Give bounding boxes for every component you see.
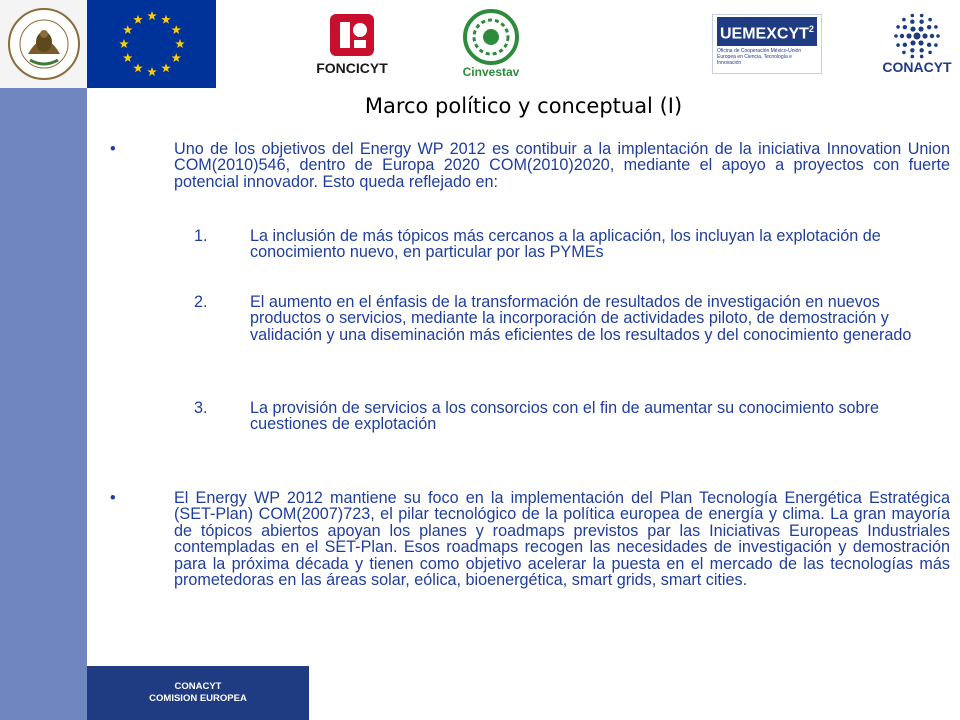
eu-star-icon [161, 15, 171, 24]
foncicyt-logo [304, 0, 400, 88]
list-item-3: La provisión de servicios a los consorcios con el fin de aumentar su conocimiento sobre cuestiones de explotación [250, 399, 879, 434]
conacyt-icon [893, 13, 941, 59]
conacyt-dot [902, 51, 906, 55]
conacyt-dot [896, 43, 900, 47]
conacyt-dot [900, 34, 904, 38]
conacyt-dot [910, 20, 914, 24]
conacyt-dot [934, 25, 938, 29]
item-number: 2. [194, 293, 208, 311]
uemexcyt-subtitle: Oficina de Cooperación México-Unión Europea en Ciencia, Tecnología e Innovación [717, 48, 802, 67]
conacyt-dot [928, 51, 932, 55]
conacyt-dot [902, 18, 906, 22]
uemexcyt-title: UEMEXCYT [720, 25, 809, 43]
bullet-paragraph-1: Uno de los objetivos del Energy WP 2012 es contibuir a la implentación de la iniciativa Innovation Union COM(2010)546, dentro de Europa 2020 COM(2010)2020, mediante el apoyo a proyectos con fuerte potencial innovador. Esto queda reflejado en: [174, 140, 950, 191]
conacyt-dot [903, 25, 907, 29]
conacyt-text: CONACYT [882, 59, 952, 75]
conacyt-dot [896, 25, 900, 29]
item-number: 1. [194, 227, 208, 245]
bullet-icon: • [110, 489, 116, 507]
eu-flag-logo [87, 0, 216, 88]
conacyt-dot [918, 26, 923, 31]
conacyt-dot [910, 48, 914, 52]
eu-star-icon [171, 53, 181, 62]
eu-star-icon [175, 39, 185, 48]
eu-star-icon [119, 39, 129, 48]
foncicyt-text: FONCICYT [316, 60, 388, 76]
eu-star-icon [133, 15, 143, 24]
eu-star-icon [161, 63, 171, 72]
logo-spacer [400, 0, 462, 88]
logo-spacer [216, 0, 304, 88]
list-item-2: El aumento en el énfasis de la transformación de resultados de investigación en nuevos productos o servicios, mediante la incorporación de actividades piloto, de demostración y validación y una diseminación más eficientes de los resultados y del conocimiento generado [250, 293, 912, 344]
footer-box [87, 666, 309, 720]
slide-title: Marco político y conceptual (I) [364, 94, 683, 118]
mexico-seal-logo [0, 0, 87, 88]
eu-star-icon [147, 67, 157, 76]
conacyt-dot [894, 34, 898, 38]
left-sidebar [0, 88, 87, 720]
footer-line-1: CONACYT [174, 681, 222, 692]
conacyt-dot [927, 25, 931, 29]
conacyt-dot [903, 43, 907, 47]
item-number: 3. [194, 399, 208, 417]
conacyt-dot [930, 34, 934, 38]
cinvestav-text: Cinvestav [462, 65, 520, 79]
mexico-seal-icon [6, 6, 82, 82]
conacyt-dot [911, 14, 915, 18]
conacyt-dot [918, 40, 923, 45]
eu-star-icon [171, 25, 181, 34]
conacyt-dot [910, 40, 915, 45]
eu-star-icon [123, 25, 133, 34]
list-item-1: La inclusión de más tópicos más cercanos a la aplicación, los incluyan la explotación de conocimiento nuevo, en particular por las PYMEs [250, 227, 881, 262]
conacyt-dot [934, 43, 938, 47]
conacyt-dot [922, 33, 927, 38]
logo-bar [0, 0, 960, 88]
uemexcyt-logo [708, 0, 826, 88]
bullet-icon: • [110, 140, 116, 158]
eu-star-icon [133, 63, 143, 72]
conacyt-logo [874, 0, 960, 88]
cinvestav-icon [463, 9, 519, 65]
eu-star-icon [147, 11, 157, 20]
logo-spacer [826, 0, 874, 88]
foncicyt-icon [326, 12, 378, 58]
footer-line-2: COMISION EUROPEA [149, 693, 247, 704]
logo-spacer [520, 0, 708, 88]
conacyt-dot [919, 20, 923, 24]
cinvestav-logo [462, 0, 520, 88]
conacyt-dot [906, 33, 911, 38]
conacyt-dot [910, 26, 915, 31]
conacyt-dot [914, 33, 921, 40]
conacyt-dot [936, 34, 940, 38]
eu-star-icon [123, 53, 133, 62]
conacyt-dot [920, 14, 924, 18]
conacyt-dot [920, 55, 924, 59]
conacyt-dot [911, 55, 915, 59]
conacyt-dot [927, 43, 931, 47]
conacyt-dot [919, 48, 923, 52]
eu-stars-icon [97, 4, 207, 84]
uemexcyt-superscript: 2 [808, 24, 814, 34]
conacyt-dot [928, 18, 932, 22]
bullet-paragraph-2: El Energy WP 2012 mantiene su foco en la implementación del Plan Tecnología Energética Estratégica (SET-Plan) COM(2007)723, el pilar tecnológico de la política europea de energía y clima. La gran mayoría de tópicos abiertos apoyan los planes y roadmaps previstos par las Iniciativas Europeas Industriales contempladas en el SET-Plan. Esos roadmaps recogen las necesidades de investigación y demostración para la próxima década y tienen como objetivo acelerar la puesta en el mercado de las tecnologías más prometedoras en las áreas solar, eólica, bioenergética, smart grids, smart cities. [174, 489, 950, 590]
